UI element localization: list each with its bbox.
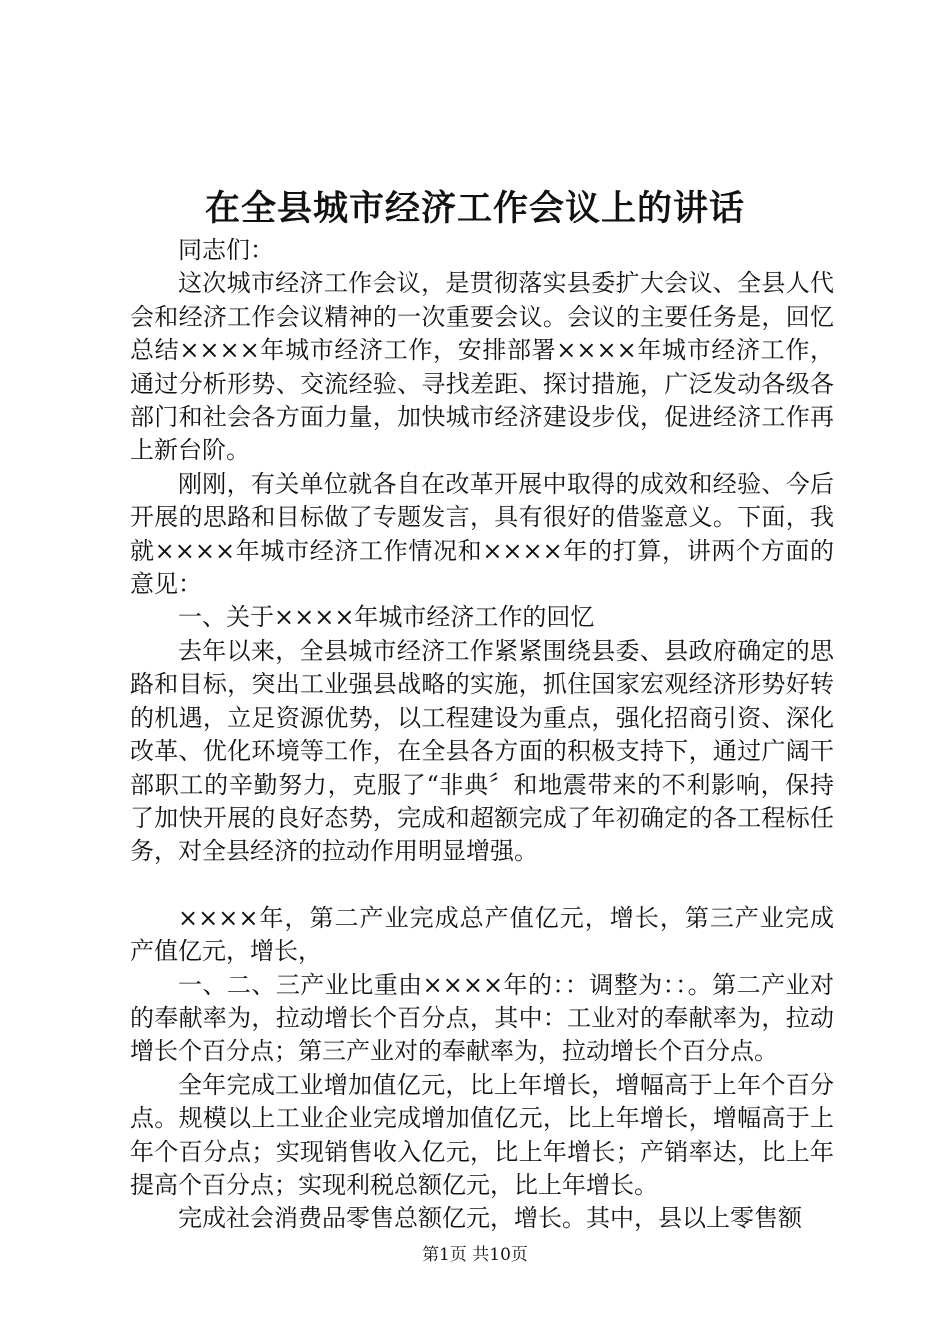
document-title: 在全县城市经济工作会议上的讲话: [204, 188, 745, 229]
paragraph: 刚刚，有关单位就各自在改革开展中取得的成效和经验、今后开展的思路和目标做了专题发言，具有很好的借鉴意义。下面，我就××××年城市经济工作情况和××××年的打算，讲两个方面的意见：: [130, 469, 834, 599]
paragraph: ××××年，第二产业完成总产值亿元，增长，第三产业完成产值亿元，增长，: [130, 903, 834, 966]
paragraph: 完成社会消费品零售总额亿元，增长。其中，县以上零售额: [178, 1204, 802, 1233]
paragraph: 去年以来，全县城市经济工作紧紧围绕县委、县政府确定的思路和目标，突出工业强县战略的实施，抓住国家宏观经济形势好转的机遇，立足资源优势，以工程建设为重点，强化招商引资、深化改革、优化环境等工作，在全县各方面的积极支持下，通过广阔干部职工的辛勤努力，克服了“非典〞和地震带来的不利影响，保持了加快开展的良好态势，完成和超额完成了年初确定的各工程标任务，对全县经济的拉动作用明显增强。: [130, 636, 834, 866]
paragraph-spacer: [130, 869, 834, 902]
paragraph: 全年完成工业增加值亿元，比上年增长，增幅高于上年个百分点。规模以上工业企业完成增加值亿元，比上年增长，增幅高于上年个百分点；实现销售收入亿元，比上年增长；产销率达，比上年提高个百分点；实现利税总额亿元，比上年增长。: [130, 1070, 834, 1199]
salutation: 同志们：: [178, 236, 274, 264]
paragraph: 一、二、三产业比重由××××年的：：调整为：：。第二产业对的奉献率为，拉动增长个百分点，其中：工业对的奉献率为，拉动增长个百分点；第三产业对的奉献率为，拉动增长个百分点。: [130, 970, 834, 1066]
page-footer: 第1页 共10页: [422, 1245, 528, 1265]
section-heading: 一、关于××××年城市经济工作的回忆: [178, 603, 595, 632]
document-body: [130, 234, 834, 1236]
paragraph: 这次城市经济工作会议，是贯彻落实县委扩大会议、全县人代会和经济工作会议精神的一次重要会议。会议的主要任务是，回忆总结××××年城市经济工作，安排部署××××年城市经济工作，通过分析形势、交流经验、寻找差距、探讨措施，广泛发动各级各部门和社会各方面力量，加快城市经济建设步伐，促进经济工作再上新台阶。: [130, 269, 834, 465]
